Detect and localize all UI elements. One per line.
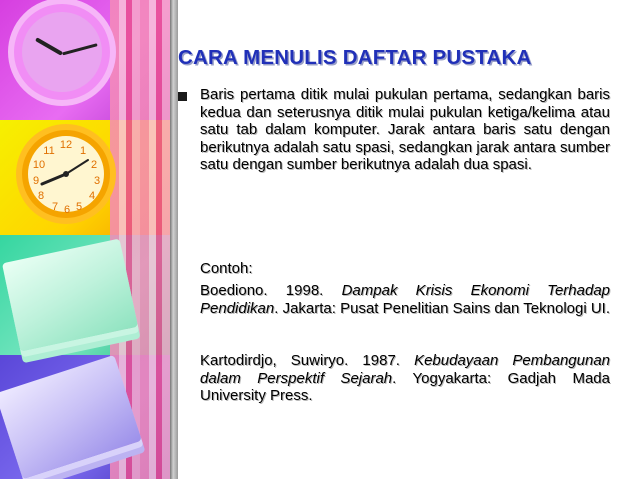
reference-title: Dampak Krisis Ekonomi Terhadap Pendidikan [200, 282, 611, 317]
reference-entry: Boediono. 1998. Dampak Krisis Ekonomi Terhadap Pendidikan. Jakarta: Pusat Penelitian Sains dan Teknologi UI. [200, 282, 611, 317]
slide-content [178, 0, 638, 479]
purple-clock-icon [8, 0, 116, 106]
orange-clock-icon [16, 124, 116, 224]
clock-number: 8 [37, 190, 45, 202]
clock-number: 9 [32, 175, 40, 187]
slide-title: CARA MENULIS DAFTAR PUSTAKA [178, 46, 532, 69]
clock-number: 11 [43, 145, 55, 157]
bullet-paragraph: Baris pertama ditik mulai pukulan pertama, sedangkan baris kedua dan seterusnya ditik mulai pukulan ketiga/kelima atau satu tab dalam komputer. Jarak antara baris satu dengan berikutnya adalah satu spasi, sedangkan jarak antara sumber satu dengan sumber berikutnya adalah dua spasi. [200, 86, 610, 173]
reference-publisher: Jakarta: Pusat Penelitian Sains dan Teknologi UI. [282, 299, 610, 317]
bullet-square-icon [178, 92, 187, 101]
clock-number: 1 [79, 145, 87, 157]
clock-number: 12 [59, 139, 73, 151]
clock-number: 6 [63, 204, 71, 216]
clock-number: 7 [51, 201, 59, 213]
example-label: Contoh: [200, 260, 253, 277]
clock-number: 10 [32, 159, 46, 171]
clock-number: 2 [90, 159, 98, 171]
clock-number: 3 [93, 175, 101, 187]
reference-entry: Kartodirdjo, Suwiryo. 1987. Kebudayaan Pembangunan dalam Perspektif Sejarah. Yogyakarta: Gadjah Mada University Press. [200, 352, 610, 404]
reference-title: Kebudayaan Pembangunan dalam Perspektif Sejarah [200, 352, 610, 387]
clock-number: 4 [88, 190, 96, 202]
reference-author-year: Kartodirdjo, Suwiryo. 1987. [200, 352, 400, 369]
clock-number: 5 [75, 201, 83, 213]
decorative-image-panel [0, 0, 170, 479]
clock-face-numbers [22, 130, 110, 218]
reference-publisher: Yogyakarta: Gadjah Mada University Press. [200, 369, 610, 404]
vertical-divider [170, 0, 178, 479]
reference-author-year: Boediono. 1998. [200, 282, 324, 299]
